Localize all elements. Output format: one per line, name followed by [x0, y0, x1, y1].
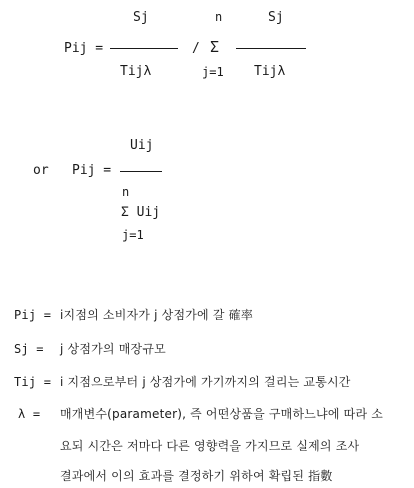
formula2-lhs: Pij =: [72, 163, 112, 178]
formula1-numerator-1: Sj: [133, 10, 149, 25]
summation-sign: Σ: [210, 38, 220, 56]
formula2-sum-lower-limit: j=1: [122, 228, 144, 242]
definition-continuation: 결과에서 이의 효과를 결정하기 위하여 확립된 指數: [60, 469, 333, 483]
formula2-sum-upper-limit: n: [122, 185, 130, 199]
definition-continuation: 요되 시간은 저마다 다른 영향력을 가지므로 실제의 조사: [60, 439, 360, 453]
formula2-numerator: Uij: [130, 138, 154, 153]
formula1-denominator-1: Tijλ: [120, 64, 152, 79]
definition-term: Tij =: [14, 375, 52, 389]
formula1-denominator-2: Tijλ: [254, 64, 286, 79]
definition-item: [14, 306, 253, 323]
definition-text: 매개변수(parameter), 즉 어떤상품을 구매하느냐에 따라 소: [60, 407, 384, 421]
definition-item: [18, 405, 383, 422]
summation-upper-limit: n: [215, 10, 223, 24]
definition-item: [14, 373, 351, 390]
definition-item: [14, 340, 166, 357]
fraction-bar-3: [120, 171, 162, 172]
definition-text: i지점의 소비자가 j 상점가에 갈 確率: [60, 308, 254, 322]
definition-term: λ =: [18, 407, 41, 421]
summation-lower-limit: j=1: [202, 65, 224, 79]
formula1-lhs: Pij =: [64, 41, 104, 56]
or-label: or: [33, 163, 49, 178]
formula2-sum-term: Σ Uij: [121, 205, 161, 220]
definition-text: j 상점가의 매장규모: [60, 342, 166, 356]
definition-term: Pij =: [14, 308, 52, 322]
definition-text: i 지점으로부터 j 상점가에 가기까지의 걸리는 교통시간: [60, 375, 351, 389]
fraction-bar-2: [236, 48, 306, 49]
formula1-numerator-2: Sj: [268, 10, 284, 25]
division-slash: /: [192, 41, 200, 56]
definition-term: Sj =: [14, 342, 44, 356]
fraction-bar-1: [110, 48, 178, 49]
